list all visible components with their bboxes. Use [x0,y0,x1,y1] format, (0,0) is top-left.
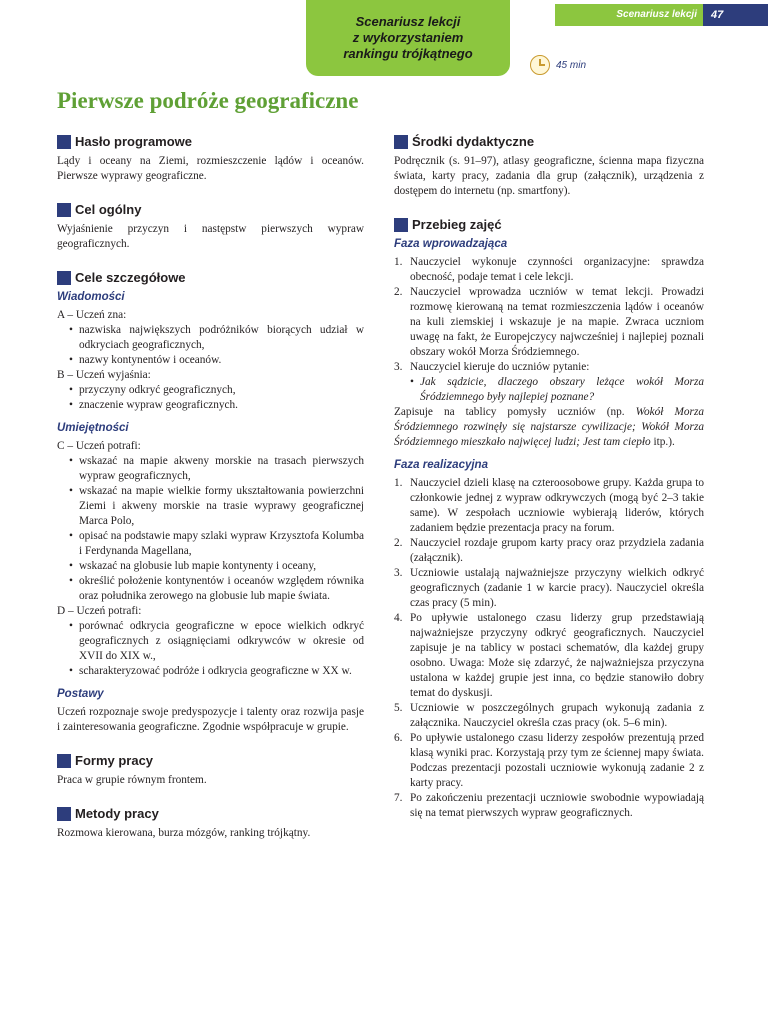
list-item: 1. Nauczyciel dzieli klasę na czteroosobowe grupy. Każda grupa to członkowie jednej z wypraw odkrywczych (mogą być 2–3 takie same). W zespołach uczniowie wybierają liderów, których zadaniem będzie prezentacja pracy na forum. [394,477,704,534]
list-item: • porównać odkrycia geograficzne w epoce wielkich odkryć geograficznych z osiągnięciami odkrywców w okresie od XVII do XIX w., [79,619,364,664]
list-item: 4. Po upływie ustalonego czasu liderzy grup przedstawiają najważniejsze przyczyny odkryć geograficznych. Nauczyciel zapisuje je na tablicy w postaci schematów, dla każdej grupy osobno. Uwaga: Może się zdarzyć, że najważniejsza przyczyna ustalona w każdej grupie jest inna, co będzie stanowiło dobry temat do dyskusji. [394,612,704,699]
list-item: • scharakteryzować podróże i odkrycia geograficzne w XX w. [79,664,364,679]
section-heading: Formy pracy [57,753,364,768]
banner-line: z wykorzystaniem [352,30,464,45]
subheading: Faza wprowadzająca [394,238,508,250]
list-item: • opisać na podstawie mapy szlaki wypraw Krzysztofa Kolumba i Ferdynanda Magellana, [79,529,364,559]
list-label: B – Uczeń wyjaśnia: [57,369,151,381]
section-heading: Cel ogólny [57,202,364,217]
section-text: Podręcznik (s. 91–97), atlasy geograficzne, ścienna mapa fizyczna świata, karty pracy, zadania dla grup (załącznik), urządzenia z dostępem do internetu (np. smartfony). [394,155,704,197]
list-label: A – Uczeń zna: [57,309,127,321]
numbered-list [394,255,704,375]
section-heading: Środki dydaktyczne [394,134,704,149]
banner-line: Scenariusz lekcji [355,14,461,29]
lesson-duration: 45 min [556,60,587,71]
list-item: • nazwiska największych podróżników biorących udział w odkryciach geograficznych, [79,323,364,353]
section-heading: Metody pracy [57,806,364,821]
bullet-list [57,454,364,604]
right-column [394,134,704,821]
list-item: • wskazać na mapie akweny morskie na trasach pierwszych wypraw geograficznych, [79,454,364,484]
list-label: C – Uczeń potrafi: [57,440,141,452]
subheading: Wiadomości [57,291,125,303]
list-item: 5. Uczniowie w poszczególnych grupach wykonują zadania z załącznika. Nauczyciel określa czas pracy (ok. 5–6 min). [394,702,704,729]
section-square-icon [394,135,408,149]
numbered-list [394,476,704,821]
list-item: 3. Nauczyciel kieruje do uczniów pytanie: [394,361,590,373]
section-square-icon [394,218,408,232]
list-item: 6. Po upływie ustalonego czasu liderzy zespołów prezentują przed klasą wyniki prac. Korzystają przy tym ze ściennej mapy świata. Podczas prezentacji pozostali uczniowie wykonują zadanie 2 z karty pracy. [394,732,704,789]
list-item: • wskazać na globusie lub mapie kontynenty i oceany, [79,559,364,574]
question-item: • Jak sądzicie, dlaczego obszary leżące wokół Morza Śródziemnego były najlepiej poznane? [420,375,704,405]
page-title: Pierwsze podróże geograficzne [57,88,359,113]
page-number: 47 [703,4,768,26]
subheading: Postawy [57,688,104,700]
list-item: 1. Nauczyciel wykonuje czynności organizacyjne: sprawdza obecność, podaje temat i cele lekcji. [394,256,704,283]
list-item: • nazwy kontynentów i oceanów. [79,353,364,368]
running-header-label: Scenariusz lekcji [555,4,703,26]
section-square-icon [57,135,71,149]
bullet-list [57,323,364,368]
banner-line: rankingu trójkątnego [343,46,473,61]
section-text: Zapisuje na tablicy pomysły uczniów (np. Wokół Morza Śródziemnego rozwinęły się najstarsze cywilizacje; Wokół Morza Śródziemnego mieszkało najwięcej ludzi; Jest tam ciepło itp.). [394,406,704,448]
list-item: • wskazać na mapie wielkie formy ukształtowania powierzchni Ziemi i akweny morskie na trasie wyprawy geograficznej Marca Polo, [79,484,364,529]
list-item: 7. Po zakończeniu prezentacji uczniowie swobodnie wypowiadają się na temat pierwszych wypraw geograficznych. [394,792,704,819]
lesson-type-banner [306,0,510,76]
subheading: Umiejętności [57,422,129,434]
section-square-icon [57,754,71,768]
list-item: 2. Nauczyciel wprowadza uczniów w temat lekcji. Prowadzi rozmowę kierowaną na temat rozmieszczenia lądów i oceanów na kuli ziemskiej i wskazuje je na mapie. Zwraca uczniom uwagę na fakt, że Europejczycy najwcześniej i najlepiej poznali obszary wokół Morza Śródziemnego. [394,286,704,358]
clock-icon [530,55,550,75]
subheading: Faza realizacyjna [394,459,488,471]
bullet-list [57,619,364,679]
section-heading: Hasło programowe [57,134,364,149]
section-text: Wyjaśnienie przyczyn i następstw pierwszych wypraw geograficznych. [57,223,364,250]
list-item: 3. Uczniowie ustalają najważniejsze przyczyny wielkich odkryć geograficznych (zadanie 1 w karcie pracy). Nauczyciel określa czas pracy (5 min). [394,567,704,609]
list-label: D – Uczeń potrafi: [57,605,142,617]
section-heading: Przebieg zajęć [394,217,704,232]
list-item: • przyczyny odkryć geograficznych, [79,383,364,398]
left-column [57,134,364,841]
section-heading: Cele szczegółowe [57,270,364,285]
list-item: • określić położenie kontynentów i oceanów względem równika oraz południka zerowego na globusie lub mapie świata. [79,574,364,604]
section-square-icon [57,203,71,217]
section-text: Lądy i oceany na Ziemi, rozmieszczenie lądów i oceanów. Pierwsze wyprawy geograficzne. [57,155,364,182]
bullet-list [57,383,364,413]
list-item: • znaczenie wypraw geograficznych. [79,398,364,413]
section-text: Rozmowa kierowana, burza mózgów, ranking trójkątny. [57,827,311,839]
question-list [394,375,704,405]
list-item: 2. Nauczyciel rozdaje grupom karty pracy oraz przydzielа zadania (załącznik). [394,537,704,564]
section-square-icon [57,807,71,821]
section-text: Praca w grupie równym frontem. [57,774,207,786]
section-square-icon [57,271,71,285]
section-text: Uczeń rozpoznaje swoje predyspozycje i talenty oraz rozwija pasje i zainteresowania geograficzne. Zgodnie współpracuje w grupie. [57,706,364,733]
